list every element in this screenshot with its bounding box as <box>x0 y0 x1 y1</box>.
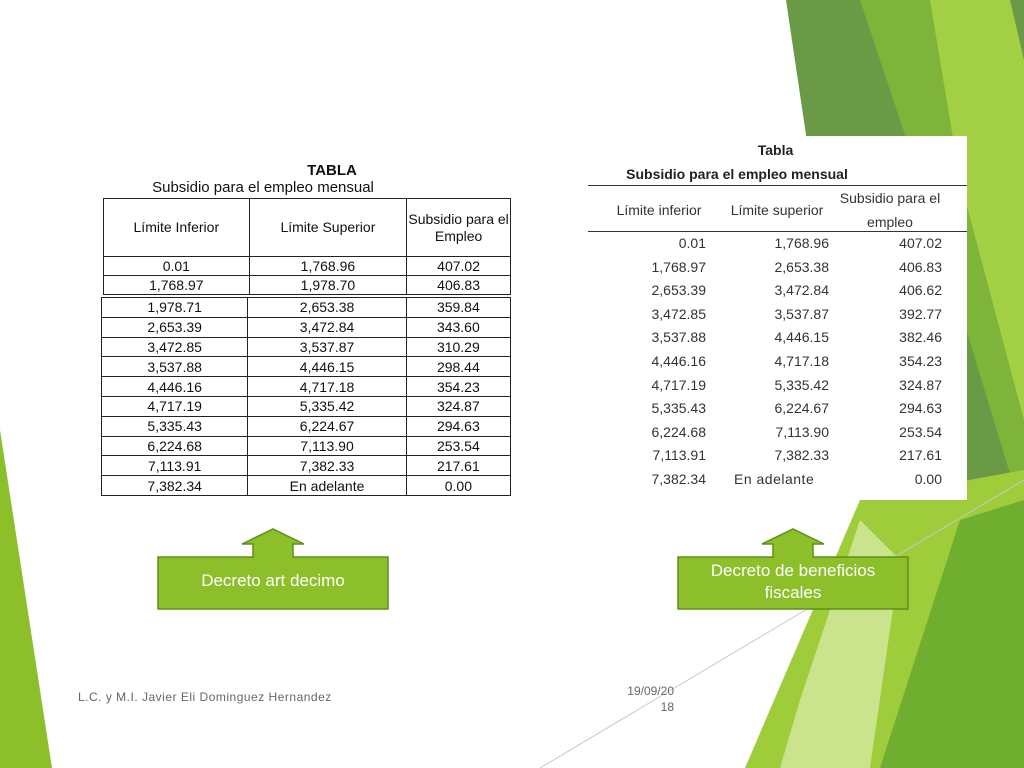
callout-decreto-art-decimo <box>157 528 389 610</box>
table-cell: 6,224.68 <box>651 423 706 440</box>
table-cell: 354.23 <box>899 352 942 369</box>
table-row <box>584 350 967 374</box>
table-cell: 253.54 <box>406 436 510 456</box>
right-table-section <box>584 136 967 500</box>
table-row <box>102 456 511 476</box>
callout-label: Decreto art decimo <box>201 571 345 590</box>
table-cell: 3,537.88 <box>102 357 248 377</box>
table-row <box>584 256 967 280</box>
column-header: Subsidio para el empleo <box>839 190 941 230</box>
right-table-subtitle: Subsidio para el empleo mensual <box>626 166 848 182</box>
table-cell: 407.02 <box>899 235 942 251</box>
table-cell: 0.00 <box>406 476 510 496</box>
table-cell: 294.63 <box>899 400 942 417</box>
table-cell: 3,472.84 <box>774 282 829 299</box>
table-row <box>102 337 511 357</box>
table-row <box>584 279 967 303</box>
table-cell: 7,382.33 <box>774 447 829 464</box>
table-cell: 354.23 <box>406 377 510 397</box>
table-row <box>584 397 967 421</box>
table-row <box>102 357 511 377</box>
table-cell: 4,446.16 <box>651 352 706 369</box>
table-row <box>102 298 511 318</box>
table-cell: 0.00 <box>914 470 942 487</box>
table-header-row <box>104 199 511 257</box>
left-table-subtitle: Subsidio para el empleo mensual <box>152 179 374 196</box>
table-cell: 343.60 <box>406 317 510 337</box>
table-cell: 2,653.38 <box>774 258 829 275</box>
table-cell: 5,335.42 <box>774 376 829 393</box>
table-row <box>584 232 967 256</box>
table-cell: 4,446.15 <box>248 357 406 377</box>
table-cell: 1,978.70 <box>249 276 407 295</box>
table-row <box>584 374 967 398</box>
table-cell: 1,768.97 <box>104 276 250 295</box>
table-row <box>102 476 511 496</box>
up-arrow-callout-shape <box>157 528 389 610</box>
table-row <box>102 416 511 436</box>
table-row <box>584 303 967 327</box>
table-cell: 407.02 <box>407 257 511 276</box>
column-header: Límite Inferior <box>104 199 250 257</box>
table-row <box>584 421 967 445</box>
table-cell: 324.87 <box>406 396 510 416</box>
table-cell: 406.62 <box>899 282 942 299</box>
footer-date <box>612 683 674 715</box>
footer-date-line: 19/09/20 <box>627 684 674 698</box>
table-cell: 2,653.38 <box>248 298 406 318</box>
table-cell: 3,537.87 <box>248 337 406 357</box>
column-header: Límite inferior <box>616 202 702 218</box>
table-cell: 2,653.39 <box>651 282 706 299</box>
table-cell: 2,653.39 <box>102 317 248 337</box>
table-cell: 0.01 <box>104 257 250 276</box>
table-cell: 359.84 <box>406 298 510 318</box>
table-cell: 253.54 <box>899 423 942 440</box>
table-cell: 3,472.84 <box>248 317 406 337</box>
left-green-shape <box>0 430 52 768</box>
table-cell: 382.46 <box>899 329 942 346</box>
table-cell: 4,717.19 <box>651 376 706 393</box>
table-cell: 3,472.85 <box>102 337 248 357</box>
table-cell: 310.29 <box>406 337 510 357</box>
table-cell: 4,717.19 <box>102 396 248 416</box>
table-cell: 3,537.88 <box>651 329 706 346</box>
table-cell: 7,382.34 <box>651 470 706 487</box>
table-cell: 3,537.87 <box>774 305 829 322</box>
left-table-section <box>100 162 514 496</box>
table-row <box>584 468 967 492</box>
left-table-body-block <box>101 297 511 496</box>
table-cell: 5,335.43 <box>651 400 706 417</box>
table-row <box>102 377 511 397</box>
table-row <box>102 436 511 456</box>
table-cell: 217.61 <box>899 447 942 464</box>
table-cell: 7,113.91 <box>102 456 248 476</box>
table-cell: 217.61 <box>406 456 510 476</box>
table-cell: 298.44 <box>406 357 510 377</box>
table-row <box>102 317 511 337</box>
table-cell: 6,224.67 <box>774 400 829 417</box>
table-cell: 324.87 <box>899 376 942 393</box>
table-cell: 4,446.16 <box>102 377 248 397</box>
table-cell: 0.01 <box>678 235 706 251</box>
column-header: Límite Superior <box>249 199 407 257</box>
table-cell: 5,335.42 <box>248 396 406 416</box>
table-cell: 1,768.96 <box>774 235 829 251</box>
table-cell: 4,717.18 <box>774 352 829 369</box>
table-cell: 294.63 <box>406 416 510 436</box>
table-cell: En adelante <box>248 476 406 496</box>
table-row <box>584 326 967 350</box>
table-cell: 1,768.97 <box>651 258 706 275</box>
table-cell: 7,382.33 <box>248 456 406 476</box>
table-cell: 4,446.15 <box>774 329 829 346</box>
table-cell: 1,768.96 <box>249 257 407 276</box>
column-header: Límite superior <box>730 202 824 218</box>
callout-label: Decreto de beneficios fiscales <box>710 561 876 602</box>
table-row <box>104 257 511 276</box>
callout-decreto-beneficios-fiscales <box>677 528 909 610</box>
table-row <box>584 444 967 468</box>
footer-date-line: 18 <box>660 700 674 714</box>
table-cell: 6,224.68 <box>102 436 248 456</box>
table-cell: 392.77 <box>899 305 942 322</box>
column-header: Subsidio para el Empleo <box>407 199 511 257</box>
table-cell: 7,113.90 <box>248 436 406 456</box>
table-cell: 406.83 <box>899 258 942 275</box>
table-cell: En adelante <box>734 470 815 487</box>
right-table-title: Tabla <box>757 142 794 158</box>
footer-author: L.C. y M.I. Javier Eli Dominguez Hernandez <box>78 690 332 704</box>
right-table-body <box>584 232 967 492</box>
left-table-title: TABLA <box>307 162 357 179</box>
table-cell: 7,113.91 <box>652 447 706 464</box>
table-cell: 4,717.18 <box>248 377 406 397</box>
table-cell: 3,472.85 <box>651 305 706 322</box>
table-cell: 7,382.34 <box>102 476 248 496</box>
table-row <box>102 396 511 416</box>
table-cell: 1,978.71 <box>102 298 248 318</box>
left-table-header-block <box>103 198 511 295</box>
table-row <box>104 276 511 295</box>
table-cell: 7,113.90 <box>775 423 829 440</box>
table-cell: 406.83 <box>407 276 511 295</box>
table-cell: 6,224.67 <box>248 416 406 436</box>
table-cell: 5,335.43 <box>102 416 248 436</box>
